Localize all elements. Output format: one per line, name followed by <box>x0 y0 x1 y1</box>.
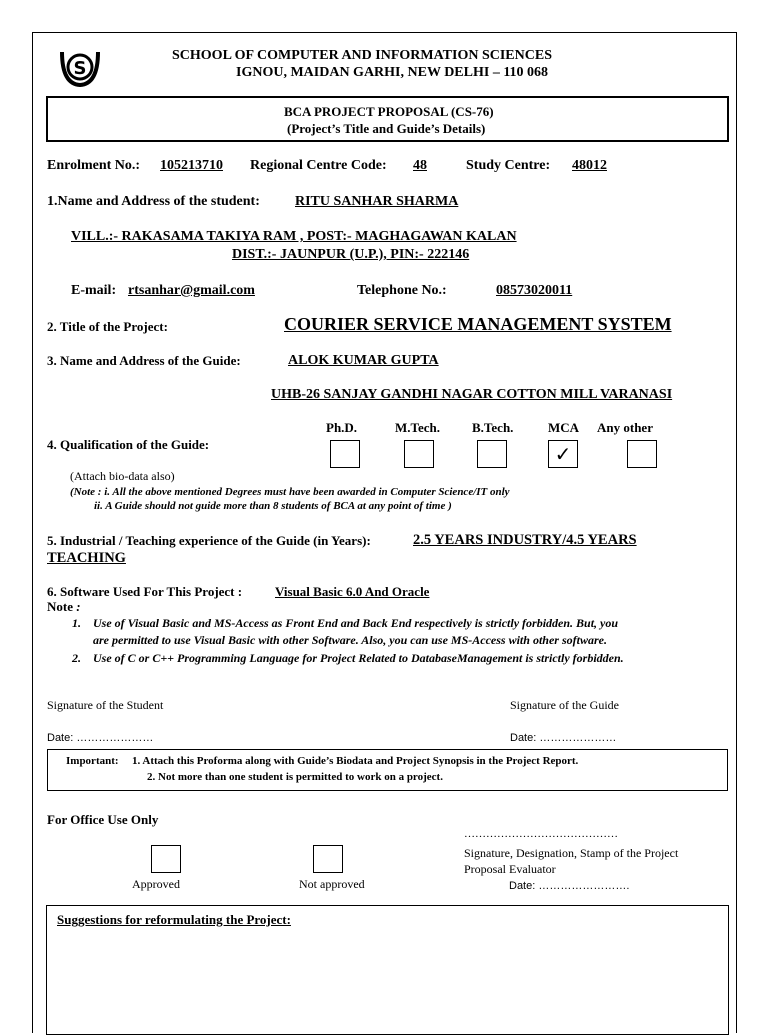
note-1-line1: Use of Visual Basic and MS-Access as Front End and Back End respectively is strictly forbidden. But, you <box>93 616 619 630</box>
regional-centre-label: Regional Centre Code: <box>250 158 387 173</box>
qualification-btech-checkbox[interactable] <box>477 440 507 468</box>
evaluator-signature-dots: …………………………………… <box>464 828 618 840</box>
student-date: Date: ………………… <box>47 732 154 744</box>
qualification-note2: ii. A Guide should not guide more than 8 students of BCA at any point of time ) <box>94 500 452 512</box>
experience-value2: TEACHING <box>47 550 126 566</box>
qualification-other-label: Any other <box>597 420 653 435</box>
qualification-label: 4. Qualification of the Guide: <box>47 437 210 452</box>
software-value: Visual Basic 6.0 And Oracle <box>275 584 430 599</box>
qualification-note1: (Note : i. All the above mentioned Degrees must have been awarded in Computer Science/IT only <box>70 486 510 498</box>
qualification-other-checkbox[interactable] <box>627 440 657 468</box>
ignou-logo-icon <box>58 44 102 88</box>
experience-label: 5. Industrial / Teaching experience of the Guide (in Years): <box>47 533 371 548</box>
email-label: E-mail: <box>71 283 117 298</box>
qualification-mtech-label: M.Tech. <box>395 420 441 435</box>
software-label: 6. Software Used For This Project : <box>47 584 243 599</box>
not-approved-label: Not approved <box>299 877 365 891</box>
study-centre-label: Study Centre: <box>466 158 551 173</box>
student-signature-label: Signature of the Student <box>47 698 164 712</box>
suggestions-label: Suggestions for reformulating the Project: <box>57 912 291 927</box>
evaluator-date: Date: ……………………. <box>509 880 630 892</box>
qualification-btech-label: B.Tech. <box>472 420 514 435</box>
regional-centre-value: 48 <box>413 158 427 173</box>
important-line1: 1. Attach this Proforma along with Guide’s Biodata and Project Synopsis in the Project Report. <box>132 755 579 767</box>
qualification-mtech-checkbox[interactable] <box>404 440 434 468</box>
note-2-number: 2. <box>72 651 81 665</box>
note-label <box>47 599 81 615</box>
svg-text:S: S <box>73 58 87 79</box>
student-address2: DIST.:- JAUNPUR (U.P.), PIN:- 222146 <box>232 247 470 262</box>
guide-date: Date: ………………… <box>510 732 617 744</box>
title-line1: BCA PROJECT PROPOSAL (CS-76) <box>284 104 494 119</box>
study-centre-value: 48012 <box>572 158 607 173</box>
evaluator-line2: Proposal Evaluator <box>464 862 556 876</box>
experience-value1: 2.5 YEARS INDUSTRY/4.5 YEARS <box>413 532 637 548</box>
important-line2: 2. Not more than one student is permitted to work on a project. <box>147 771 443 783</box>
guide-label: 3. Name and Address of the Guide: <box>47 353 241 368</box>
attach-biodata-note: (Attach bio-data also) <box>70 469 175 483</box>
not-approved-checkbox[interactable] <box>313 845 343 873</box>
enrolment-label: Enrolment No.: <box>47 158 141 173</box>
note-label-text: Note <box>47 599 73 614</box>
title-line2: (Project’s Title and Guide’s Details) <box>287 121 486 136</box>
qualification-mca-label: MCA <box>548 420 580 435</box>
project-title-value: COURIER SERVICE MANAGEMENT SYSTEM <box>284 314 672 334</box>
project-title-label: 2. Title of the Project: <box>47 319 168 334</box>
evaluator-line1: Signature, Designation, Stamp of the Project <box>464 846 679 860</box>
guide-address: UHB-26 SANJAY GANDHI NAGAR COTTON MILL VARANASI <box>271 387 673 402</box>
header-line1: SCHOOL OF COMPUTER AND INFORMATION SCIENCES <box>172 48 552 63</box>
student-address1: VILL.:- RAKASAMA TAKIYA RAM , POST:- MAGHAGAWAN KALAN <box>71 229 517 244</box>
qualification-phd-checkbox[interactable] <box>330 440 360 468</box>
qualification-phd-label: Ph.D. <box>326 420 358 435</box>
qualification-mca-checkbox[interactable]: ✓ <box>548 440 578 468</box>
student-name: RITU SANHAR SHARMA <box>295 194 459 209</box>
email-value: rtsanhar@gmail.com <box>128 283 255 298</box>
note-label-colon: : <box>76 599 81 614</box>
header-line2: IGNOU, MAIDAN GARHI, NEW DELHI – 110 068 <box>236 65 549 80</box>
approved-label: Approved <box>132 877 180 891</box>
approved-checkbox[interactable] <box>151 845 181 873</box>
guide-name: ALOK KUMAR GUPTA <box>288 353 439 368</box>
note-1-number: 1. <box>72 616 81 630</box>
telephone-label: Telephone No.: <box>357 283 447 298</box>
office-use-heading: For Office Use Only <box>47 812 159 827</box>
important-label: Important: <box>66 755 119 767</box>
enrolment-value: 105213710 <box>160 158 223 173</box>
guide-signature-label: Signature of the Guide <box>510 698 619 712</box>
student-label: 1.Name and Address of the student: <box>47 194 260 209</box>
telephone-value: 08573020011 <box>496 283 573 298</box>
note-2-line: Use of C or C++ Programming Language for Project Related to DatabaseManagement is strictly forbidden. <box>93 651 624 665</box>
note-1-line2: are permitted to use Visual Basic with other Software. Also, you can use MS-Access with other software. <box>93 633 607 647</box>
